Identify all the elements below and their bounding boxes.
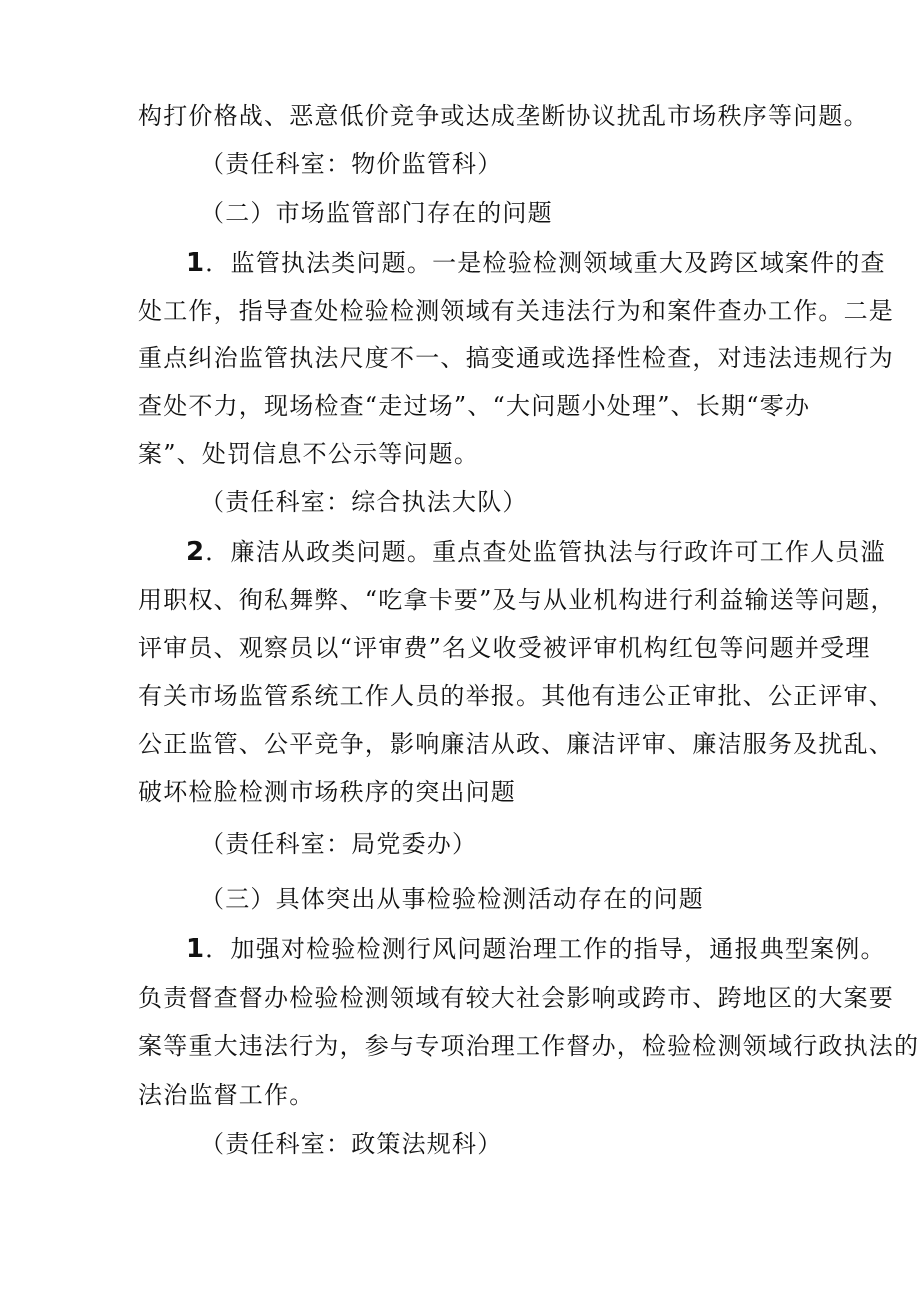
item-heading-line — [186, 247, 886, 279]
paragraph-line: 公正监管、公平竞争，影响廉洁从政、廉洁评审、廉洁服务及扰乱、 — [138, 730, 894, 758]
paragraph-line: 查处不力，现场检查“走过场”、“大问题小处理”、长期“零办 — [138, 392, 811, 420]
section-heading: （二）市场监管部门存在的问题 — [200, 199, 553, 227]
paragraph-line: 法治监督工作。 — [138, 1081, 315, 1109]
paragraph-line: 案等重大违法行为，参与专项治理工作督办，检验检测领域行政执法的 — [138, 1032, 920, 1060]
responsible-office-note: （责任科室：局党委办） — [200, 830, 478, 858]
item-number: 1 — [186, 248, 206, 278]
paragraph-line: 负责督查督办检验检测领域有较大社会影响或跨市、跨地区的大案要 — [138, 984, 894, 1012]
responsible-office-note: （责任科室：物价监管科） — [200, 150, 503, 178]
item-text: ．廉洁从政类问题。重点查处监管执法与行政许可工作人员滥 — [205, 538, 886, 566]
paragraph-line: 案”、处罚信息不公示等问题。 — [138, 440, 480, 468]
paragraph-line: 重点纠治监管执法尺度不一、搞变通或选择性检查，对违法违规行为 — [138, 344, 894, 372]
item-text: ．监管执法类问题。一是检验检测领域重大及跨区域案件的查 — [205, 249, 886, 277]
responsible-office-note: （责任科室：综合执法大队） — [200, 488, 528, 516]
paragraph-line: 处工作，指导查处检验检测领域有关违法行为和案件查办工作。二是 — [138, 297, 894, 325]
item-number: 2 — [186, 537, 206, 567]
section-heading: （三）具体突出从事检验检测活动存在的问题 — [200, 885, 704, 913]
paragraph-line: 有关市场监管系统工作人员的举报。其他有违公正审批、公正评审、 — [138, 682, 894, 710]
responsible-office-note: （责任科室：政策法规科） — [200, 1130, 503, 1158]
paragraph-line: 破坏检脸检测市场秩序的突出问题 — [138, 778, 516, 806]
item-heading-line — [186, 536, 886, 568]
item-heading-line — [186, 933, 886, 965]
paragraph-line: 用职权、徇私舞弊、“吃拿卡要”及与从业机构进行利益输送等问题， — [138, 586, 896, 614]
item-number: 1 — [186, 934, 206, 964]
paragraph-line: 评审员、观察员以“评审费”名义收受被评审机构红包等问题并受理 — [138, 634, 871, 662]
item-text: ．加强对检验检测行风问题治理工作的指导，通报典型案例。 — [205, 935, 886, 963]
paragraph-line: 构打价格战、恶意低价竞争或达成垄断协议扰乱市场秩序等问题。 — [138, 102, 869, 130]
